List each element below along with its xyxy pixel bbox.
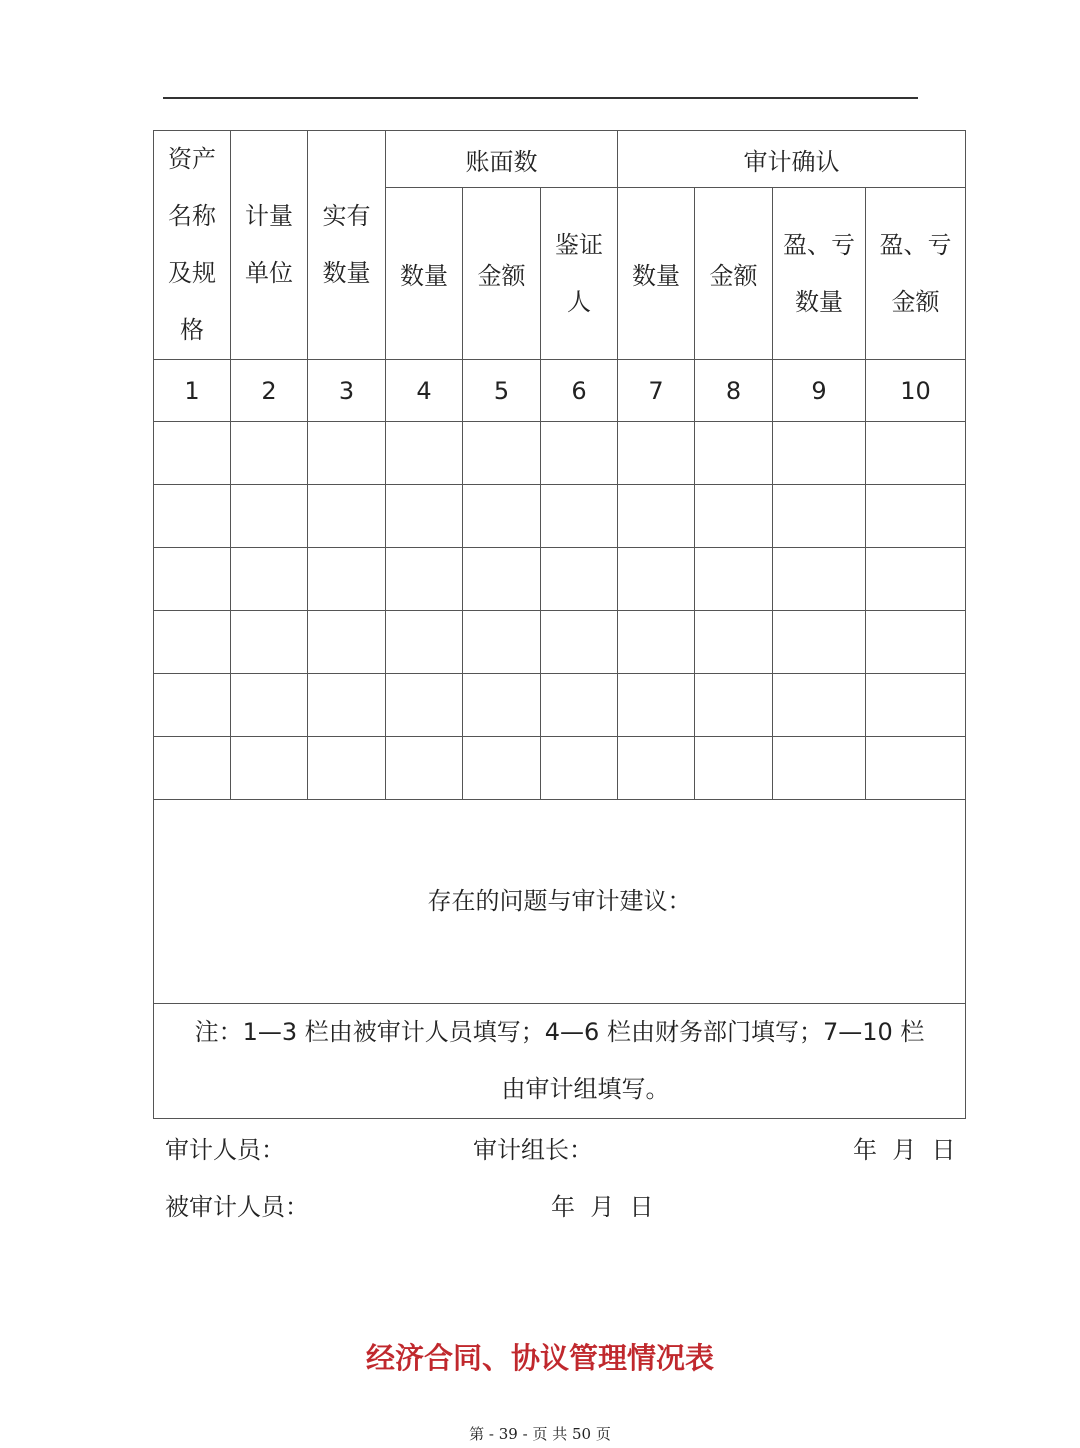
- col-number: 5: [463, 360, 541, 422]
- col-number: 4: [386, 360, 463, 422]
- issues-label: 存在的问题与审计建议：: [427, 887, 692, 915]
- col-number: 9: [773, 360, 866, 422]
- header-witness: 鉴证 人: [541, 188, 618, 360]
- header-pl-amount: 盈、亏 金额: [866, 188, 966, 360]
- header-book-qty: 数量: [386, 188, 463, 360]
- note-section: [154, 1004, 966, 1119]
- date-field-2: 年 月 日: [551, 1193, 654, 1221]
- team-leader-label: 审计组长：: [473, 1136, 593, 1164]
- page-footer: 第 - 39 - 页 共 50 页: [469, 1425, 611, 1443]
- col-number: 6: [541, 360, 618, 422]
- header-book-amount: 金额: [463, 188, 541, 360]
- col-number: 1: [154, 360, 231, 422]
- auditor-label: 审计人员：: [165, 1136, 285, 1164]
- col-number: 2: [231, 360, 308, 422]
- asset-audit-table: [153, 130, 966, 1119]
- header-audit-qty: 数量: [618, 188, 695, 360]
- col-number: 3: [308, 360, 386, 422]
- table-row: [154, 737, 966, 800]
- header-pl-qty: 盈、亏 数量: [773, 188, 866, 360]
- header-rule: [163, 97, 918, 99]
- note-line-1: 注：1—3 栏由被审计人员填写；4—6 栏由财务部门填写；7—10 栏: [194, 1018, 925, 1046]
- header-actual-qty: 实有 数量: [308, 131, 386, 360]
- table-row: [154, 548, 966, 611]
- issues-section: [154, 800, 966, 1004]
- next-section-title: 经济合同、协议管理情况表: [365, 1341, 714, 1375]
- header-asset-name: 资产 名称 及规 格: [154, 131, 231, 360]
- table-row: [154, 674, 966, 737]
- col-number: 7: [618, 360, 695, 422]
- header-audit-amount: 金额: [695, 188, 773, 360]
- note-line-2: 由审计组填写。: [501, 1075, 670, 1103]
- table-row: [154, 422, 966, 485]
- col-number: 8: [695, 360, 773, 422]
- col-number: 10: [866, 360, 966, 422]
- header-book-group: 账面数: [386, 131, 618, 188]
- date-field-1: 年 月 日: [853, 1136, 956, 1164]
- table-row: [154, 485, 966, 548]
- header-unit: 计量 单位: [231, 131, 308, 360]
- auditee-label: 被审计人员：: [165, 1193, 309, 1221]
- column-number-row: [154, 360, 966, 422]
- header-audit-group: 审计确认: [618, 131, 966, 188]
- table-row: [154, 611, 966, 674]
